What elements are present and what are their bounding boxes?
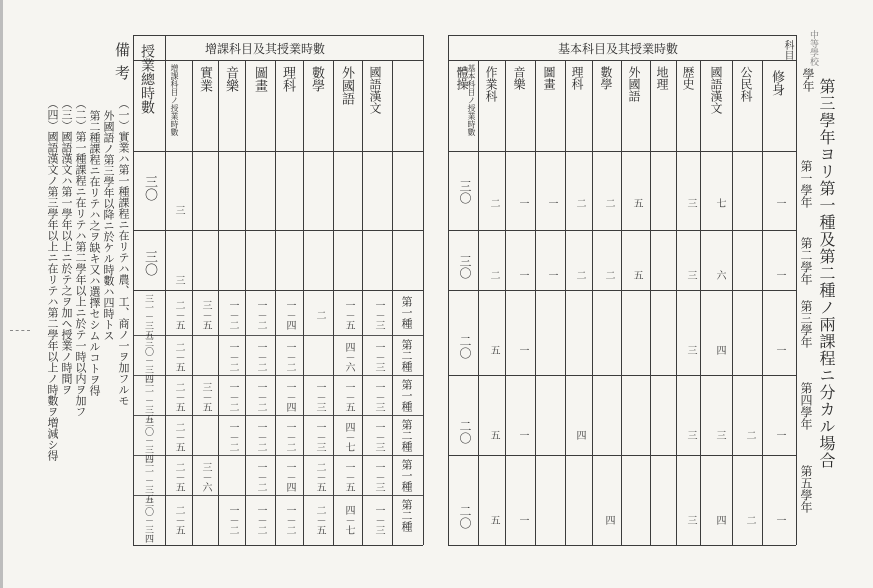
l-c5-r4: 一－二	[255, 342, 266, 372]
total-3-2: 三〇－三四	[143, 338, 153, 383]
l-c1-r4: 一－三	[373, 342, 384, 372]
scan-edge-left	[0, 0, 3, 588]
l-c1-r8: 一－三	[373, 505, 384, 535]
r-y4-rekishi: 三	[685, 430, 696, 440]
r-y2-shushin: 一	[774, 270, 785, 280]
l-c7-r7: 三－六	[200, 462, 211, 492]
margin-note: 中等學校	[808, 30, 818, 66]
l-c7-r5: 三－五	[200, 382, 211, 412]
corner-year-label: 學年	[801, 68, 815, 92]
left-subject-rika: 理科	[280, 66, 295, 92]
l-c8-r2: 三	[173, 275, 184, 285]
left-subject-kokugo: 國語漢文	[368, 66, 382, 114]
year-label-3: 第三學年	[799, 300, 813, 348]
l-c3-r5: 一－三	[314, 382, 325, 412]
l-c1-r3: 一－三	[373, 300, 384, 330]
r-y4-kokugo: 三	[714, 430, 725, 440]
l-c2-r4: 四－六	[343, 342, 354, 372]
l-c4-r4: 一－二	[284, 342, 295, 372]
r-y2-rekishi: 三	[685, 270, 696, 280]
l-c3-r7: 二－五	[314, 462, 325, 492]
l-c6-r8: 一－二	[227, 505, 238, 535]
r-y5-total: 二〇	[458, 505, 472, 529]
l-c2-r8: 四－七	[343, 505, 354, 535]
left-subject-gaikokugo: 外國語	[339, 66, 354, 105]
r-subject-gaikokugo: 外國語	[627, 66, 641, 102]
r-y4-sagyo: 一	[517, 430, 528, 440]
r-y5-shushin: 一	[774, 515, 785, 525]
left-header-group: 增課科目及其授業時數	[205, 42, 326, 56]
l-c8-r1: 三	[173, 205, 184, 215]
left-subject-hours: 增課科目ノ授業時數	[170, 64, 179, 136]
total-5-2: 三〇－三四	[143, 498, 153, 543]
r-y1-sugaku: 二	[603, 198, 614, 208]
r-y3-shushin: 一	[774, 345, 785, 355]
r-subject-rekishi: 歴史	[681, 66, 695, 90]
r-y1-sagyo: 二	[488, 198, 499, 208]
remark-5: （三）國語漢文ハ第一學年以上ニ於テ之ヲ加ヘ授業ノ時間ヲ	[60, 98, 73, 395]
r-subject-kokugo: 國語漢文	[709, 66, 723, 114]
l-c8-r4: 二－五	[173, 342, 184, 372]
row-label-3-2: 第二種	[400, 339, 413, 372]
r-y4-shushin: 一	[774, 430, 785, 440]
l-c6-r5: 一－二	[227, 382, 238, 412]
l-c8-r6: 二－五	[173, 422, 184, 452]
r-y5-zuga: 四	[603, 515, 614, 525]
r-y1-zuga: 一	[546, 198, 557, 208]
r-subject-rika: 理科	[570, 66, 584, 90]
r-y3-sagyo: 一	[517, 345, 528, 355]
r-y1-ongaku: 一	[517, 198, 528, 208]
left-subject-ongaku: 音樂	[223, 66, 238, 92]
r-y2-sugaku: 二	[603, 270, 614, 280]
right-header-group: 基本科目及其授業時數	[558, 42, 679, 56]
r-y3-kokugo: 四	[714, 345, 725, 355]
r-subject-chiri: 地理	[655, 66, 669, 90]
l-c4-r8: 一－二	[284, 505, 295, 535]
r-y2-total: 三〇	[458, 255, 472, 279]
r-y3-rekishi: 三	[685, 345, 696, 355]
l-c6-r6: 一－二	[227, 422, 238, 452]
remark-1: （一）實業ハ第一種課程ニ在リテハ農、工、商ノ一ヲ加フルモ	[117, 98, 130, 406]
l-c1-r6: 一－三	[373, 422, 384, 452]
remark-3: 第二種課程ニ在リテハ之ヲ缺キ又ハ選擇セシムルコトヲ得	[88, 110, 101, 396]
l-c6-r4: 一－二	[227, 342, 238, 372]
year-label-2: 第二學年	[799, 237, 813, 285]
r-subject-hours: 基本科目ノ授業時數	[467, 64, 476, 136]
r-y2-kokugo: 六	[714, 270, 725, 280]
left-subject-zuga: 圖畫	[252, 66, 267, 92]
r-y1-shushin: 一	[774, 198, 785, 208]
l-c4-r3: 一－四	[284, 300, 295, 330]
r-y5-taiso: 五	[488, 515, 499, 525]
l-c5-r3: 一－二	[255, 300, 266, 330]
r-y5-rekishi: 三	[685, 515, 696, 525]
l-c7-r3: 三－五	[200, 300, 211, 330]
l-c4-r7: 一－四	[284, 462, 295, 492]
r-subject-shushin: 修身	[769, 70, 784, 96]
l-c3-r3: 二	[314, 310, 325, 320]
r-y2-gaikokugo: 五	[631, 270, 642, 280]
r-y1-total: 三〇	[458, 180, 472, 204]
fold-mark	[10, 330, 30, 331]
row-label-4-2: 第二種	[400, 419, 413, 452]
l-c3-r6: 一－三	[314, 422, 325, 452]
total-hours-label: 授業總時數	[139, 44, 155, 114]
r-y5-sagyo: 一	[517, 515, 528, 525]
l-c8-r5: 二－五	[173, 382, 184, 412]
total-4-1: 三一－三五	[143, 378, 153, 423]
row-label-5-2: 第二種	[400, 499, 413, 532]
table-title: 第三學年ヨリ第一種及第二種ノ兩課程ニ分カル場合	[817, 78, 836, 469]
l-c8-r3: 二－五	[173, 300, 184, 330]
r-y3-total: 二〇	[458, 335, 472, 359]
r-y4-komin: 二	[744, 430, 755, 440]
row-label-3-1: 第一種	[400, 296, 413, 329]
total-5-1: 三一－三五	[143, 458, 153, 503]
total-4-2: 三〇－三四	[143, 418, 153, 463]
left-subject-jitsugyo: 實業	[197, 66, 212, 92]
r-y3-taiso: 五	[488, 345, 499, 355]
r-y2-zuga: 一	[546, 270, 557, 280]
l-c1-r7: 一－三	[373, 462, 384, 492]
row-label-4-1: 第一種	[400, 379, 413, 412]
remark-6: （四）國語漢文ノ第三學年以上ニ在リテハ第二學年以上ノ時數ヲ増減シ得	[46, 98, 59, 461]
left-subject-sugaku: 數學	[309, 66, 324, 92]
r-y1-gaikokugo: 五	[631, 198, 642, 208]
r-y2-rika: 二	[574, 270, 585, 280]
l-c6-r3: 一－二	[227, 300, 238, 330]
total-year1: 三〇	[142, 175, 157, 201]
remark-4: （二）第一種課程ニ在リテハ第二學年以上ニ於テ一時以内ヲ加フ	[74, 98, 87, 417]
l-c8-r7: 二－五	[173, 462, 184, 492]
r-y5-kokugo: 四	[714, 515, 725, 525]
r-y4-zuga: 四	[574, 430, 585, 440]
r-y4-total: 二〇	[458, 420, 472, 444]
total-3-1: 三一－三五	[143, 294, 153, 339]
l-c5-r5: 一－二	[255, 382, 266, 412]
year-label-1: 第一學年	[799, 160, 813, 208]
l-c2-r5: 一－五	[343, 382, 354, 412]
row-label-5-1: 第一種	[400, 459, 413, 492]
r-subject-ongaku: 音樂	[512, 66, 526, 90]
l-c1-r5: 一－三	[373, 382, 384, 412]
r-y1-rekishi: 三	[685, 198, 696, 208]
r-y2-ongaku: 一	[517, 270, 528, 280]
remarks-label: 備考	[113, 42, 131, 88]
l-c5-r8: 一－二	[255, 505, 266, 535]
l-c2-r6: 四－七	[343, 422, 354, 452]
l-c2-r3: 一－五	[343, 300, 354, 330]
year-label-5: 第五學年	[799, 465, 813, 513]
l-c5-r6: 一－二	[255, 422, 266, 452]
l-c2-r7: 一－五	[343, 462, 354, 492]
l-c8-r8: 二－五	[173, 505, 184, 535]
r-subject-komin: 公民科	[739, 66, 753, 102]
remark-2: 外國語ノ第三學年以降ニ於ケル時數ハ四時トス	[102, 110, 115, 341]
l-c3-r8: 二－五	[314, 505, 325, 535]
year-label-4: 第四學年	[799, 382, 813, 430]
r-y5-komin: 二	[744, 515, 755, 525]
r-subject-sagyo: 作業科	[484, 66, 498, 102]
r-y4-taiso: 五	[488, 430, 499, 440]
l-c5-r7: 一－二	[255, 462, 266, 492]
total-year2: 三〇	[142, 250, 157, 276]
l-c4-r6: 一－二	[284, 422, 295, 452]
r-subject-sugaku: 數學	[599, 66, 613, 90]
l-c4-r5: 一－四	[284, 382, 295, 412]
r-subject-zuga: 圖畫	[542, 66, 556, 90]
r-y1-kokugo: 七	[714, 198, 725, 208]
corner-subject-label: 科目	[782, 40, 793, 60]
r-y2-sagyo: 二	[488, 270, 499, 280]
r-subject-taiso: 體操	[455, 66, 469, 90]
r-y1-rika: 二	[574, 198, 585, 208]
